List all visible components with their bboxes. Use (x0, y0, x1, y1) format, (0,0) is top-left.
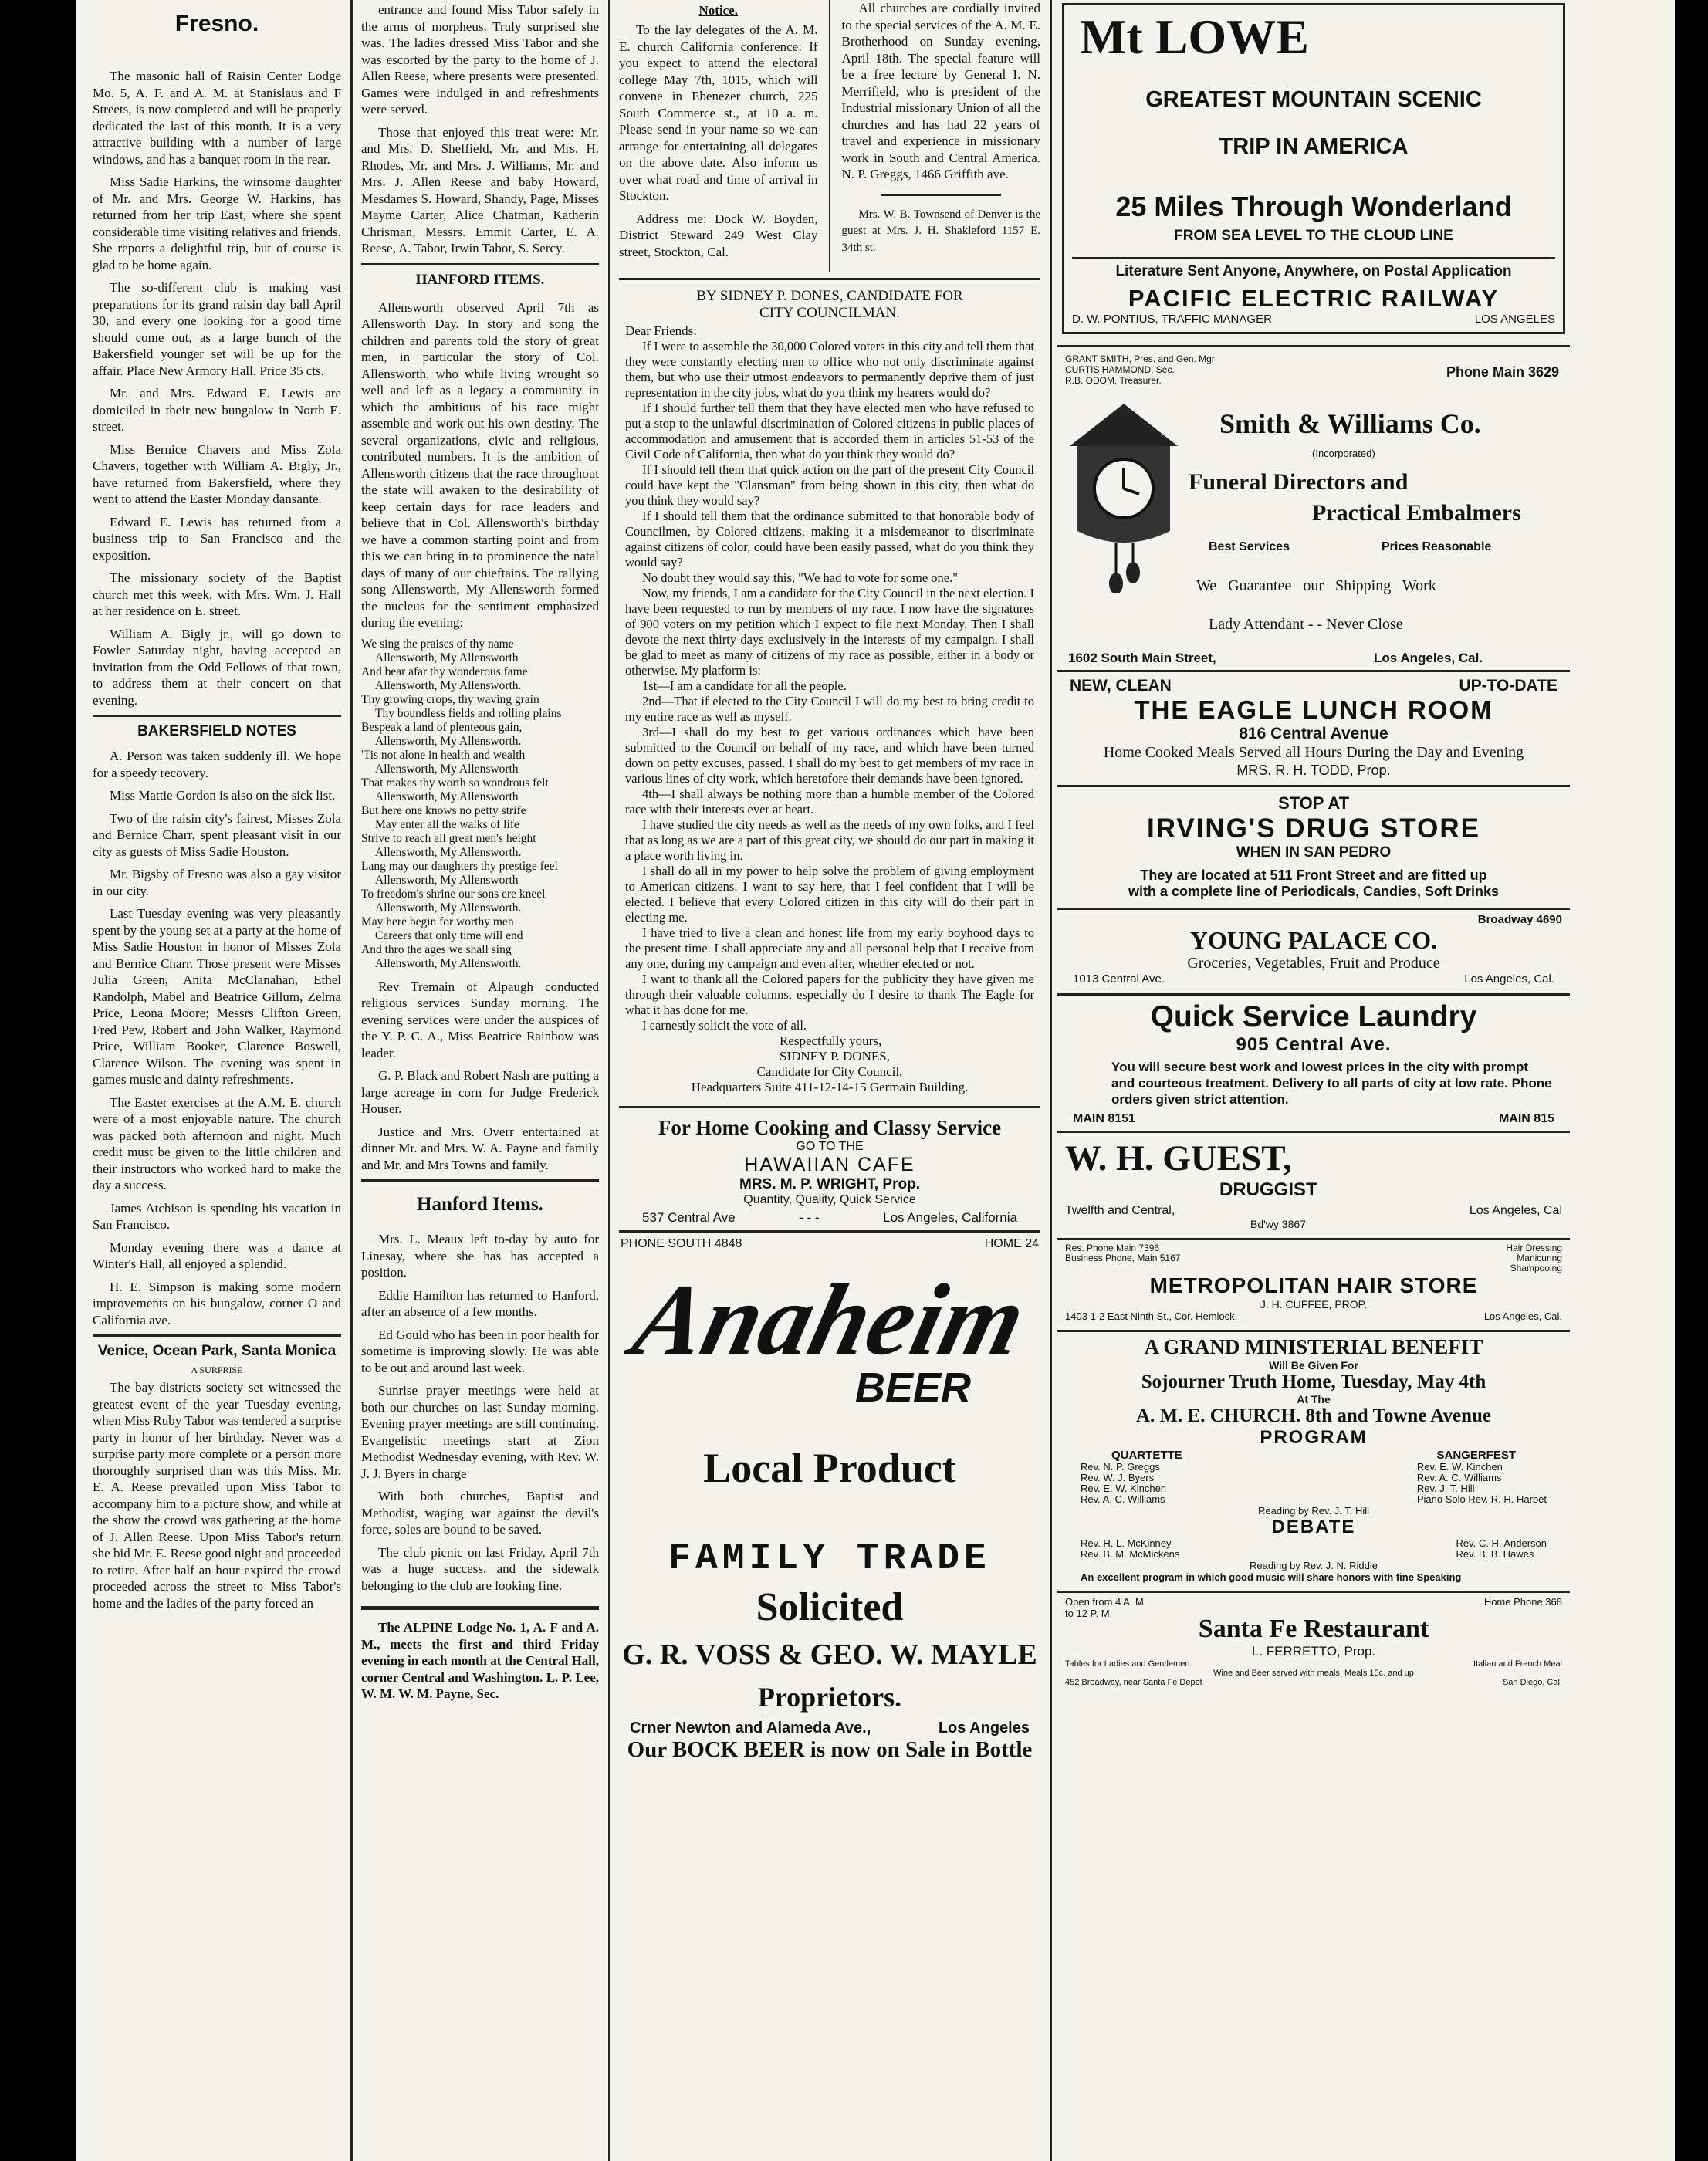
letter-headline-2: CITY COUNCILMAN. (759, 305, 900, 321)
mt-lowe-l3: 25 Miles Through Wonderland (1115, 191, 1512, 222)
benefit-title: A GRAND MINISTERIAL BENEFIT (1144, 1335, 1483, 1358)
paragraph: Now, my friends, I am a candidate for the City Council in the next election. I have been requested to run by members of my race, I now have the signatures of 900 voters on my petition which I expect to file next Monday. Then I shall devote the next thirty days exclusively in the interests of my campaign. I shall be glad to meet as many of citizens of my race as possible, either in a body or otherwise. My platform is: (625, 586, 1034, 678)
young-city: Los Angeles, Cal. (1464, 972, 1554, 986)
smith-address: 1602 South Main Street, (1068, 651, 1216, 665)
eagle-new: NEW, CLEAN (1070, 677, 1172, 695)
paragraph: Mr. Bigsby of Fresno was also a gay visitor in our city. (93, 867, 341, 898)
column-fresno (93, 0, 341, 2161)
anaheim-address-row (619, 1720, 1040, 1737)
anaheim-logo: Anaheim (623, 1263, 1037, 1376)
guest-name: W. H. GUEST, (1065, 1138, 1292, 1179)
divider (1072, 257, 1555, 259)
guest-druggist-ad (1057, 1138, 1570, 1229)
benefit-note: An excellent program in which good music will share honors with fine Speaking (1081, 1571, 1462, 1583)
newspaper-page (76, 0, 1675, 2161)
brotherhood-notice: All churches are cordially invited to the special services of the A. M. E. Brotherhood on Sunday evening, April 18th. The special feature will be a free lecture by General I. N. Merrifield, who is president of the Industrial missionary Union of all the churches and has had 22 years of travel and experience in missionary work in South and Central America. N. P. Greggs, 1466 Griffith ave. (841, 1, 1040, 181)
anaheim-phone-home: HOME 24 (984, 1237, 1039, 1250)
anaheim-phone-south: PHONE SOUTH 4848 (621, 1237, 742, 1250)
divider (93, 715, 341, 717)
divider (361, 263, 599, 265)
hair-service-1: Hair Dressing (1506, 1243, 1562, 1253)
dones-letter (619, 288, 1040, 1095)
anaheim-phones (619, 1237, 1040, 1251)
hair-prop: J. H. CUFFEE, PROP. (1260, 1298, 1368, 1310)
alpine-lodge-notice: The ALPINE Lodge No. 1, A. F and A. M., meets the first and third Friday evening in each month at the Central Hall, corner Central and Washington. L. P. Lee, W. M. W. M. Payne, Sec. (361, 1620, 599, 1701)
paragraph: Mr. and Mrs. Edward E. Lewis are domiciled in their new bungalow in North E. street. (93, 386, 341, 434)
program-entry: Rev. A. C. Williams (1416, 1472, 1502, 1483)
santafe-meals: Italian and French Meal (1473, 1659, 1562, 1669)
irving-stop: STOP AT (1277, 793, 1350, 813)
paragraph: I want to thank all the Colored papers for the publicity they have given me through their valuable columns, especially do I desire to thank The Eagle for what it has done for me. (625, 972, 1034, 1017)
hair-phones (1065, 1243, 1180, 1273)
paragraph: The masonic hall of Raisin Center Lodge Mo. 5, A. F. and A. M. at Stanislaus and F Streets, is now completed and will be properly dedicated the last of this month. It is a very attractive building with a number of large windows, and has a banquet room in the rear. (93, 69, 341, 167)
benefit-program: PROGRAM (1260, 1427, 1368, 1448)
divider (1057, 1131, 1570, 1133)
divider (361, 1606, 599, 1610)
letter-name: SIDNEY P. DONES, (780, 1049, 890, 1064)
song-line: Allensworth, My Allensworth (375, 873, 519, 887)
irvings-drug-ad (1057, 793, 1570, 900)
program-entry: Rev. N. P. Greggs (1081, 1461, 1160, 1473)
program-entry: Rev. B. M. McMickens (1081, 1548, 1180, 1560)
paragraph: I have tried to live a clean and honest life from my early boyhood days to the present time. I shall appreciate any and all personal help that I receive from any one, during my campaign and even after, whether elected or not. (625, 925, 1034, 971)
program-entry: Rev. A. C. Williams (1081, 1493, 1165, 1505)
paragraph: Rev Tremain of Alpaugh conducted religious services Sunday morning. The evening services were under the auspices of the Y. P. C. A., Miss Beatrice Rainbow was leader. (361, 979, 599, 1060)
smith-phone: Phone Main 3629 (1446, 364, 1559, 380)
paragraph: If I should further tell them that they have elected men who have refused to put a stop to the unlawful discrimination of Colored citizens in public places of accommodation and amusement that is accorded them in articles 51-53 of the Civil Code of California, then what do you think they would do? (625, 401, 1034, 462)
song-line: Lang may our daughters thy prestige feel (361, 859, 558, 873)
paragraph: The bay districts society set witnessed the greatest event of the year Tuesday evening, when Miss Ruby Tabor was tendered a surprise party in honor of her birthday. Never was a surprise party more complete or a person more thoroughly surprised than was this Miss. Mr. E. A. Reese prevailed upon Miss Tabor to accompany him to a picture show, and while at the show the crowd was gathering at the home of J. Allen Reese. Upon Miss Tabor's return she bid Mr. E. Reese good night and proceeded to retire. After half an hour expired the crowd proceeded across the street to Miss Tabor's home and the ladies of the party forced an (93, 1380, 341, 1611)
paragraph: 4th—I shall always be nothing more than a humble member of the Colored race with their interests ever at heart. (625, 786, 1034, 817)
paragraph: I have studied the city needs as well as the needs of my own folks, and I feel that as long as we are a part of this great city, we should do our part in making it a place worth living in. (625, 817, 1034, 863)
program-entry: Piano Solo Rev. R. H. Harbet (1416, 1493, 1547, 1505)
cuckoo-clock-icon (1062, 400, 1185, 593)
letter-headline: BY SIDNEY P. DONES, CANDIDATE FOR (696, 288, 963, 304)
divider (1057, 785, 1570, 787)
irving-when: WHEN IN SAN PEDRO (1236, 844, 1392, 861)
paragraph: The missionary society of the Baptist church met this week, with Mrs. Wm. J. Hall at her residence on E. street. (93, 570, 341, 618)
benefit-given: Will Be Given For (1269, 1359, 1358, 1371)
paragraph: A. Person was taken suddenly ill. We hope for a speedy recovery. (93, 749, 341, 780)
mt-lowe-ad (1062, 3, 1565, 334)
paragraph: Edward E. Lewis has returned from a business trip to San Francisco and the exposition. (93, 514, 341, 563)
divider (1057, 908, 1570, 910)
mt-lowe-l5: Literature Sent Anyone, Anywhere, on Postal Application (1115, 263, 1512, 279)
irving-name: IRVING'S DRUG STORE (1146, 813, 1481, 844)
paragraph: Justice and Mrs. Overr entertained at dinner Mr. and Mrs. W. A. Payne and family and Mr. and Mrs Towns and family. (361, 1124, 599, 1172)
debate-lists (1065, 1538, 1562, 1560)
paragraph: The Easter exercises at the A.M. E. church were of a most enjoyable nature. The church was packed both afternoon and night. Much credit must be given to the little children and their instructors who worked hard to make the day a success. (93, 1094, 341, 1192)
paragraph: If I should tell them that the ordinance submitted to that honorable body of Councilmen, by Colored citizens, making it a misdemeanor to discriminate against citizens of color, could have been easily passed, what do you think they would say? (625, 509, 1034, 570)
song-line: Allensworth, My Allensworth. (375, 956, 522, 970)
paragraph: Address me: Dock W. Boyden, District Steward 249 West Clay street, Stockton, Cal. (619, 211, 818, 259)
song-line: Thy boundless fields and rolling plains (375, 706, 562, 720)
laundry-ad (1057, 1000, 1570, 1126)
benefit-reading-1: Reading by Rev. J. T. Hill (1257, 1505, 1370, 1517)
santa-fe-ad (1057, 1596, 1570, 1687)
laundry-address: 905 Central Ave. (1236, 1034, 1392, 1055)
paragraph: With both churches, Baptist and Methodist, waging war against the devil's force, soles are bound to be saved. (361, 1489, 599, 1537)
letter-hq: Headquarters Suite 411-12-14-15 Germain Building. (691, 1080, 969, 1094)
eagle-meals: Home Cooked Meals Served all Hours During the Day and Evening (1103, 744, 1524, 761)
song-line: Careers that only time will end (375, 928, 523, 942)
ministerial-benefit-ad (1057, 1335, 1570, 1583)
divider (1057, 1591, 1570, 1593)
program-entry: Rev. E. W. Kinchen (1416, 1461, 1503, 1473)
program-entry: Rev. J. T. Hill (1416, 1483, 1475, 1494)
letter-title: Candidate for City Council, (756, 1064, 903, 1079)
paragraph: To the lay delegates of the A. M. E. church California conference: If you expect to attend the electoral college May 7th, 1015, which will convene in Ebenezer church, 225 South Commerce st., at 10 a. m. Please send in your name so we can arrange for entertaining all delegates on the above date. Also inform us over what road and time of arrival in Stockton. (619, 22, 818, 203)
paragraph: Sunrise prayer meetings were held at both our churches on last Sunday morning. Evening prayer meetings are still continuing. Evangelistic meetings start at Zion Methodist Wednesday evening, with Rev. W. J. J. Byers in charge (361, 1383, 599, 1481)
mt-lowe-manager: D. W. PONTIUS, TRAFFIC MANAGER (1072, 313, 1272, 326)
santafe-fine-2 (1065, 1678, 1562, 1687)
anaheim-names: G. R. VOSS & GEO. W. MAYLE (622, 1639, 1037, 1671)
hanford-intro: Allensworth observed April 7th as Allensworth Day. In story and song the children and parents told the story of great men, in particular the story of Col. Allensworth, who while living wrought so well and left as a legacy a community in which the ambitious of his race might assemble and work out his own destiny. The several organizations, civic and religious, contributed numbers. It is the ambition of Allensworth citizens that the race throughout the state will awaken to the desirability of keep certain days for race leaders and believe that in Col. Allensworth's birthday we have a common starting point and from this we can bring in to prominence the natal days of many of our chieftains. The rallying song Allensworth, My Allensworth formed the nucleus for the sentiment emphasized during the evening: (361, 299, 599, 630)
song-line: Bespeak a land of plenteous gain, (361, 720, 523, 734)
paragraph: H. E. Simpson is making some modern improvements on his bungalow, corner O and California ave. (93, 1279, 341, 1327)
anaheim-proprietors: Proprietors. (757, 1682, 902, 1713)
hair-name: METROPOLITAN HAIR STORE (1149, 1273, 1478, 1297)
eagle-top-row (1065, 677, 1562, 695)
irving-l1: They are located at 511 Front Street and are fitted up (1140, 867, 1487, 883)
anaheim-beer-word: BEER (854, 1365, 971, 1411)
song-line: 'Tis not alone in health and wealth (361, 748, 526, 762)
hawaiian-l3: HAWAIIAN CAFE (744, 1154, 915, 1175)
smith-embalmers: Practical Embalmers (1312, 500, 1521, 526)
hair-city: Los Angeles, Cal. (1483, 1310, 1562, 1322)
mt-lowe-footer (1072, 313, 1555, 326)
hanford-after-items (361, 979, 599, 1174)
song-line: And thro the ages we shall sing (361, 942, 512, 956)
mt-lowe-l4: FROM SEA LEVEL TO THE CLOUD LINE (1174, 228, 1453, 244)
divider (1057, 1238, 1570, 1240)
eagle-up-to-date: UP-TO-DATE (1459, 677, 1557, 695)
paragraph: 3rd—I shall do my best to get various ordinances which have been submitted to the Council on behalf of my race, and which have been turned down on petty excuses, passed. I shall do my best to get members of my race in various lines of city work, which heretofore their demands have been ignored. (625, 725, 1034, 786)
guest-city: Los Angeles, Cal (1469, 1204, 1562, 1217)
song-line: Allensworth, My Allensworth (375, 651, 519, 665)
paragraph: Miss Mattie Gordon is also on the sick list. (110, 788, 336, 803)
column-rule (1050, 0, 1052, 2161)
santafe-to: to 12 P. M. (1065, 1608, 1113, 1619)
paragraph: Those that enjoyed this treat were: Mr. and Mrs. D. Sheffield, Mr. and Mrs. H. Rhodes, Mr. and Mrs. J. Williams, Mr. and Mrs. J. Allen Reese and baby Howard, Mesdames S. Howard, Shandy, Page, Misses Mayme Carter, Alice Chatman, Katherin Chrisman, Messrs. Emmit Carter, E. A. Reese, A. Tabor, Irwin Tabor, S. Sercy. (361, 124, 599, 255)
hair-services (1506, 1243, 1562, 1273)
hawaiian-l2: GO TO THE (796, 1140, 864, 1153)
paragraph: G. P. Black and Robert Nash are putting a large acreage in corn for Judge Frederick Houser. (361, 1068, 599, 1116)
eagle-name: THE EAGLE LUNCH ROOM (1134, 695, 1493, 724)
notice-block (619, 0, 818, 272)
paragraph: The so-different club is making vast preparations for its grand raisin day ball April 30, and every one looking for a good time should come out, as a large bunch of the Bakersfield younger set will be up for the affair. Place New Armory Hall. Price 35 cts. (93, 280, 341, 378)
hawaiian-l1: For Home Cooking and Classy Service (658, 1116, 1002, 1139)
santafe-prop: L. FERRETTO, Prop. (1251, 1644, 1376, 1659)
smith-officer-1: GRANT SMITH, Pres. and Gen. Mgr (1065, 353, 1215, 364)
santafe-fine-1 (1065, 1659, 1562, 1669)
smith-incorporated: (Incorporated) (1312, 448, 1375, 459)
guest-druggist: DRUGGIST (1219, 1179, 1317, 1200)
smith-prices: Prices Reasonable (1382, 540, 1492, 553)
song-line: Allensworth, My Allensworth. (375, 845, 522, 859)
smith-williams-ad (1057, 353, 1570, 670)
song-line: And bear afar thy wonderous fame (361, 665, 528, 678)
program-entry: Rev. H. L. McKinney (1081, 1537, 1172, 1549)
surprise-continued (361, 2, 599, 257)
fresno-heading: Fresno. (174, 11, 259, 36)
song-line: May here begin for worthy men (361, 915, 514, 928)
laundry-main-right: MAIN 815 (1498, 1112, 1554, 1125)
paragraph: 1st—I am a candidate for all the people. (642, 678, 847, 693)
paragraph: No doubt they would say this, "We had to vote for some one." (642, 570, 958, 585)
divider (881, 194, 1001, 196)
hanford-items (361, 1231, 599, 1594)
hawaiian-city: Los Angeles, California (883, 1210, 1017, 1225)
column-rule (350, 0, 353, 2161)
benefit-lists (1065, 1462, 1562, 1505)
venice-subheading: A SURPRISE (191, 1365, 243, 1375)
debate-left (1081, 1538, 1179, 1560)
quartette-list (1081, 1462, 1166, 1505)
program-entry: Rev. B. B. Hawes (1456, 1548, 1534, 1560)
paragraph: Miss Sadie Harkins, the winsome daughter of Mr. and Mrs. George W. Harkins, has returned from her trip East, where she spent considerable time visiting relatives and friends. She reports a delightful trip, but of course is glad to be home again. (93, 174, 341, 272)
paragraph: I shall do all in my power to help solve the problem of giving employment to American citizens. I want to say here, that I feel confident that I will be elected. I believe that every Colored citizen in this city will do their part in electing me. (625, 864, 1034, 925)
letter-signature (780, 1033, 1034, 1064)
letter-body (625, 339, 1034, 1033)
guest-broadway: Bd'wy 3867 (1250, 1218, 1306, 1230)
song-line: Allensworth, My Allensworth. (375, 734, 522, 748)
divider (361, 1179, 599, 1182)
debate-right (1456, 1538, 1547, 1560)
bakersfield-heading: BAKERSFIELD NOTES (137, 723, 296, 739)
benefit-church: A. M. E. CHURCH. 8th and Towne Avenue (1135, 1405, 1492, 1426)
laundry-name: Quick Service Laundry (1150, 1000, 1477, 1033)
young-broadway: Broadway 4690 (1477, 913, 1562, 926)
anaheim-solicited: Solicited (756, 1585, 904, 1629)
hair-address-row (1065, 1310, 1562, 1322)
benefit-date: Sojourner Truth Home, Tuesday, May 4th (1141, 1371, 1486, 1392)
divider (1057, 670, 1570, 672)
song-line: Allensworth, My Allensworth (375, 762, 519, 776)
hair-phones-row (1065, 1243, 1562, 1273)
column-rule (608, 0, 610, 2161)
santafe-open: Open from 4 A. M. (1065, 1596, 1147, 1608)
column-rule (829, 0, 831, 272)
santafe-phone: Home Phone 368 (1483, 1596, 1562, 1608)
notice-heading: Notice. (698, 3, 739, 18)
young-palace-ad (1057, 913, 1570, 986)
song-line: May enter all the walks of life (375, 817, 519, 831)
guest-location: Twelfth and Central, (1065, 1204, 1175, 1217)
program-entry: Rev. E. W. Kinchen (1081, 1483, 1167, 1494)
paragraph: If I were to assemble the 30,000 Colored voters in this city and tell them that they were constantly electing men to office who not only discriminate against them, but who use their utmost endeavors to permanently deprive them of just representation in the city jobs, what do you think my hearers would do? (625, 339, 1034, 400)
irving-l2: with a complete line of Periodicals, Candies, Soft Drinks (1128, 884, 1500, 899)
venice-heading: Venice, Ocean Park, Santa Monica (97, 1343, 337, 1359)
brotherhood-block (841, 0, 1040, 272)
song-line: Strive to reach all great men's height (361, 831, 536, 845)
hair-service-3: Shampooing (1510, 1263, 1562, 1273)
hair-bus-phone: Business Phone, Main 5167 (1065, 1253, 1181, 1263)
mt-lowe-l1: GREATEST MOUNTAIN SCENIC (1145, 87, 1482, 112)
allensworth-song (361, 637, 599, 971)
paragraph: I earnestly solicit the vote of all. (642, 1018, 807, 1033)
smith-attendant: Lady Attendant - - Never Close (1209, 616, 1403, 633)
anaheim-bock-beer: Our BOCK BEER is now on Sale in Bottle (627, 1737, 1033, 1762)
hair-res-phone: Res. Phone Main 7396 (1065, 1243, 1160, 1253)
hanford-heading: HANFORD ITEMS. (415, 271, 545, 288)
fresno-items (93, 68, 341, 708)
laundry-phone-row (1065, 1108, 1562, 1126)
hawaiian-dash: - - - (799, 1210, 820, 1225)
laundry-body: You will secure best work and lowest prices in the city with prompt and courteous treatment. Delivery to all parts of city at low rate. Phone orders given strict attention. (1111, 1060, 1552, 1107)
young-line: Groceries, Vegetables, Fruit and Produce (1187, 955, 1440, 972)
hawaiian-cafe-ad (619, 1116, 1040, 1226)
santafe-wine: Wine and Beer served with meals. Meals 15c. and up (1213, 1669, 1414, 1678)
hawaiian-address-row (642, 1210, 1017, 1226)
hair-store-ad (1057, 1243, 1570, 1322)
program-entry: Rev. C. H. Anderson (1456, 1537, 1547, 1549)
anaheim-beer-ad (619, 1237, 1040, 1763)
divider (1057, 345, 1570, 347)
column-hanford (361, 0, 599, 2161)
hanford-items-heading: Hanford Items. (417, 1194, 543, 1215)
letter-salutation: Dear Friends: (625, 323, 698, 338)
paragraph: If I should tell them that quick action on the part of the present City Council could have kept the "Clansman" from being shown in this city, then what do you think they would say? (625, 462, 1034, 508)
hawaiian-l4: MRS. M. P. WRIGHT, Prop. (739, 1176, 920, 1192)
letter-closing: Respectfully yours, (780, 1033, 882, 1048)
song-line: That makes thy worth so wondrous felt (361, 776, 549, 790)
smith-shipping: We Guarantee our Shipping Work (1196, 577, 1436, 594)
hair-address: 1403 1-2 East Ninth St., Cor. Hemlock. (1065, 1310, 1238, 1322)
venice-items (93, 1379, 341, 1611)
eagle-prop: MRS. R. H. TODD, Prop. (1236, 763, 1391, 778)
santafe-hours (1065, 1596, 1147, 1619)
anaheim-city: Los Angeles (938, 1720, 1030, 1737)
mt-lowe-title: Mt LOWE (1080, 9, 1309, 64)
mt-lowe-l6: PACIFIC ELECTRIC RAILWAY (1128, 285, 1500, 312)
eagle-lunch-ad (1057, 677, 1570, 779)
divider (619, 278, 1040, 280)
paragraph: William A. Bigly jr., will go down to Fowler Saturday night, having accepted an invitation from the Odd Fellows of that town, to address them at their concert on that evening. (93, 626, 341, 708)
paragraph: Ed Gould who has been in poor health for sometime is improving slowly. He was able to be out and around last week. (361, 1327, 599, 1375)
anaheim-family-trade: FAMILY TRADE (668, 1538, 991, 1580)
laundry-main-left: MAIN 8151 (1073, 1112, 1135, 1125)
song-line: Allensworth, My Allensworth. (375, 678, 522, 692)
smith-officer-3: R.B. ODOM, Treasurer. (1065, 375, 1162, 386)
divider (1057, 1330, 1570, 1332)
divider (1057, 993, 1570, 996)
divider (619, 1106, 1040, 1108)
smith-city: Los Angeles, Cal. (1374, 651, 1483, 665)
hair-service-2: Manicuring (1517, 1253, 1562, 1263)
hawaiian-l5: Quantity, Quality, Quick Service (743, 1193, 916, 1206)
smith-name: Smith & Williams Co. (1219, 408, 1481, 439)
paragraph: Eddie Hamilton has returned to Hanford, after an absence of a few months. (361, 1287, 599, 1319)
song-line: But here one knows no petty strife (361, 803, 526, 817)
mt-lowe-city: LOS ANGELES (1474, 313, 1555, 326)
divider (619, 1230, 1040, 1233)
santafe-city: San Diego, Cal. (1502, 1678, 1562, 1687)
paragraph: Mrs. L. Meaux left to-day by auto for Linesay, where she has has accepted a position. (361, 1232, 599, 1280)
young-address-row (1065, 972, 1562, 986)
paragraph: The club picnic on last Friday, April 7th was a huge success, and the sidewalk belonging to the club are looking fine. (361, 1544, 599, 1593)
program-entry: Rev. W. J. Byers (1081, 1472, 1155, 1483)
bakersfield-items (93, 748, 341, 1328)
hawaiian-address: 537 Central Ave (642, 1210, 736, 1225)
benefit-reading-2: Reading by Rev. J. N. Riddle (1250, 1560, 1378, 1571)
divider (93, 1334, 341, 1337)
eagle-address: 816 Central Avenue (1239, 725, 1388, 742)
paragraph: entrance and found Miss Tabor safely in the arms of morpheus. Truly surprised she was. The ladies dressed Miss Tabor and she was escorted by the party to the home of J. Allen Reese, where presents were presented. Games were indulged in and refreshments were served. (361, 2, 599, 117)
notice-text (619, 22, 818, 260)
song-line: Allensworth, My Allensworth (375, 790, 519, 803)
paragraph: 2nd—That if elected to the City Council I will do my best to bring credit to my entire race as well as myself. (625, 694, 1034, 724)
song-line: Allensworth, My Allensworth. (375, 901, 522, 915)
song-line: We sing the praises of thy name (361, 637, 514, 651)
paragraph: James Atchison is spending his vacation in San Francisco. (93, 1200, 341, 1232)
santafe-address: 452 Broadway, near Santa Fe Depot (1065, 1678, 1202, 1687)
paragraph: Miss Bernice Chavers and Miss Zola Chavers, together with William A. Bigly, Jr., have returned from Bakersfield, where they went to attend the Easter Monday dansante. (93, 441, 341, 506)
anaheim-local-product: Local Product (703, 1445, 956, 1491)
benefit-sections (1065, 1449, 1562, 1462)
song-line: To freedom's shrine our sons ere kneel (361, 887, 546, 901)
smith-funeral-directors: Funeral Directors and (1189, 469, 1409, 495)
young-address: 1013 Central Ave. (1073, 972, 1165, 986)
sangerfest-list (1417, 1462, 1547, 1505)
benefit-quartette: QUARTETTE (1111, 1449, 1182, 1462)
young-name: YOUNG PALACE CO. (1189, 926, 1438, 954)
santafe-tables: Tables for Ladies and Gentlemen. (1065, 1659, 1192, 1669)
santafe-name: Santa Fe Restaurant (1198, 1615, 1429, 1643)
benefit-sangerfest: SANGERFEST (1436, 1449, 1516, 1462)
benefit-debate: DEBATE (1271, 1517, 1356, 1537)
paragraph: Monday evening there was a dance at Winter's Hall, all enjoyed a splendid. (93, 1239, 341, 1271)
smith-best-services: Best Services (1209, 540, 1290, 553)
smith-officer-2: CURTIS HAMMOND, Sec. (1065, 364, 1175, 375)
benefit-at: At The (1297, 1393, 1331, 1405)
column-ads (1057, 0, 1570, 2161)
song-line: Thy growing crops, thy waving grain (361, 692, 539, 706)
townsend-notice: Mrs. W. B. Townsend of Denver is the guest at Mrs. J. H. Shakleford 1157 E. 34th st. (841, 208, 1040, 254)
anaheim-corner: Crner Newton and Alameda Ave., (630, 1720, 871, 1737)
column-center (619, 0, 1040, 2161)
paragraph: Two of the raisin city's fairest, Misses Zola and Bernice Charr, spent pleasant visit in our city as guests of Miss Sadie Houston. (93, 810, 341, 859)
paragraph: Last Tuesday evening was very pleasantly spent by the young set at a party at the home of Miss Sadie Houston in honor of Misses Zola and Bernice Charr. Those present were Misses Julia Green, Anita McClanahan, Ethel Randolph, Mabel and Beatrice Gillum, Zelma Price, Leona Moore; Messrs Clifton Green, Fred Pew, Robert and John Walker, Raymond Price, William Booker, Clarence Boswell, Clarence Wilson. The evening was spent in games music and dainty refreshments. (93, 906, 341, 1087)
top-notices (619, 0, 1040, 272)
mt-lowe-l2: TRIP IN AMERICA (1219, 134, 1409, 159)
